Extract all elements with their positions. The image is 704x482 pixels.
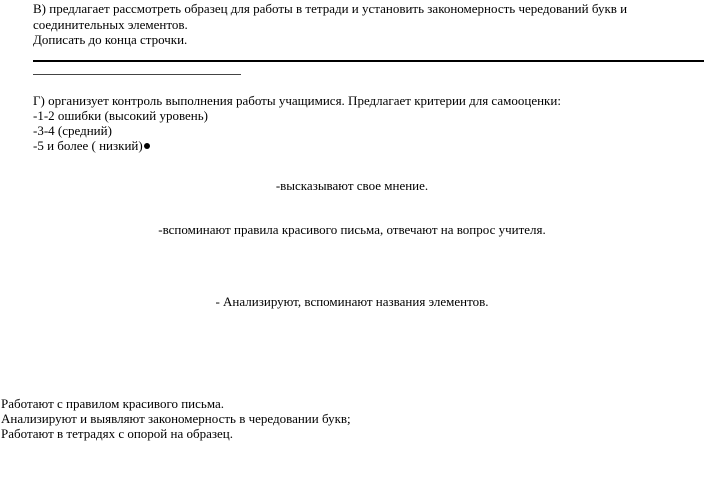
bottom-line-1: Работают с правилом красивого письма. [1, 396, 224, 411]
section-v-line-1: В) предлагает рассмотреть образец для работы в тетради и установить закономерность чередований букв и [33, 1, 628, 16]
section-v-line-3: Дописать до конца строчки. [33, 32, 188, 47]
bottom-line-2: Анализируют и выявляют закономерность в чередовании букв; [1, 411, 351, 426]
student-action-analyze: - Анализируют, вспоминают названия элементов. [215, 294, 489, 309]
bullet-icon [144, 143, 150, 149]
criteria-item-1: -1-2 ошибки (высокий уровень) [33, 108, 209, 123]
student-action-opinion: -высказывают свое мнение. [275, 178, 429, 193]
section-v-line-2: соединительных элементов. [33, 17, 188, 32]
writing-line-long [33, 60, 704, 62]
criteria-item-3-row [33, 138, 150, 154]
writing-line-short [33, 74, 241, 75]
bottom-line-3: Работают в тетрадях с опорой на образец. [1, 426, 233, 441]
criteria-item-2: -3-4 (средний) [33, 123, 112, 138]
section-g-intro: Г) организует контроль выполнения работы учащимися. Предлагает критерии для самооценки: [33, 93, 561, 108]
criteria-item-3: -5 и более ( низкий) [33, 138, 143, 153]
student-action-rules: -вспоминают правила красивого письма, отвечают на вопрос учителя. [158, 222, 546, 237]
